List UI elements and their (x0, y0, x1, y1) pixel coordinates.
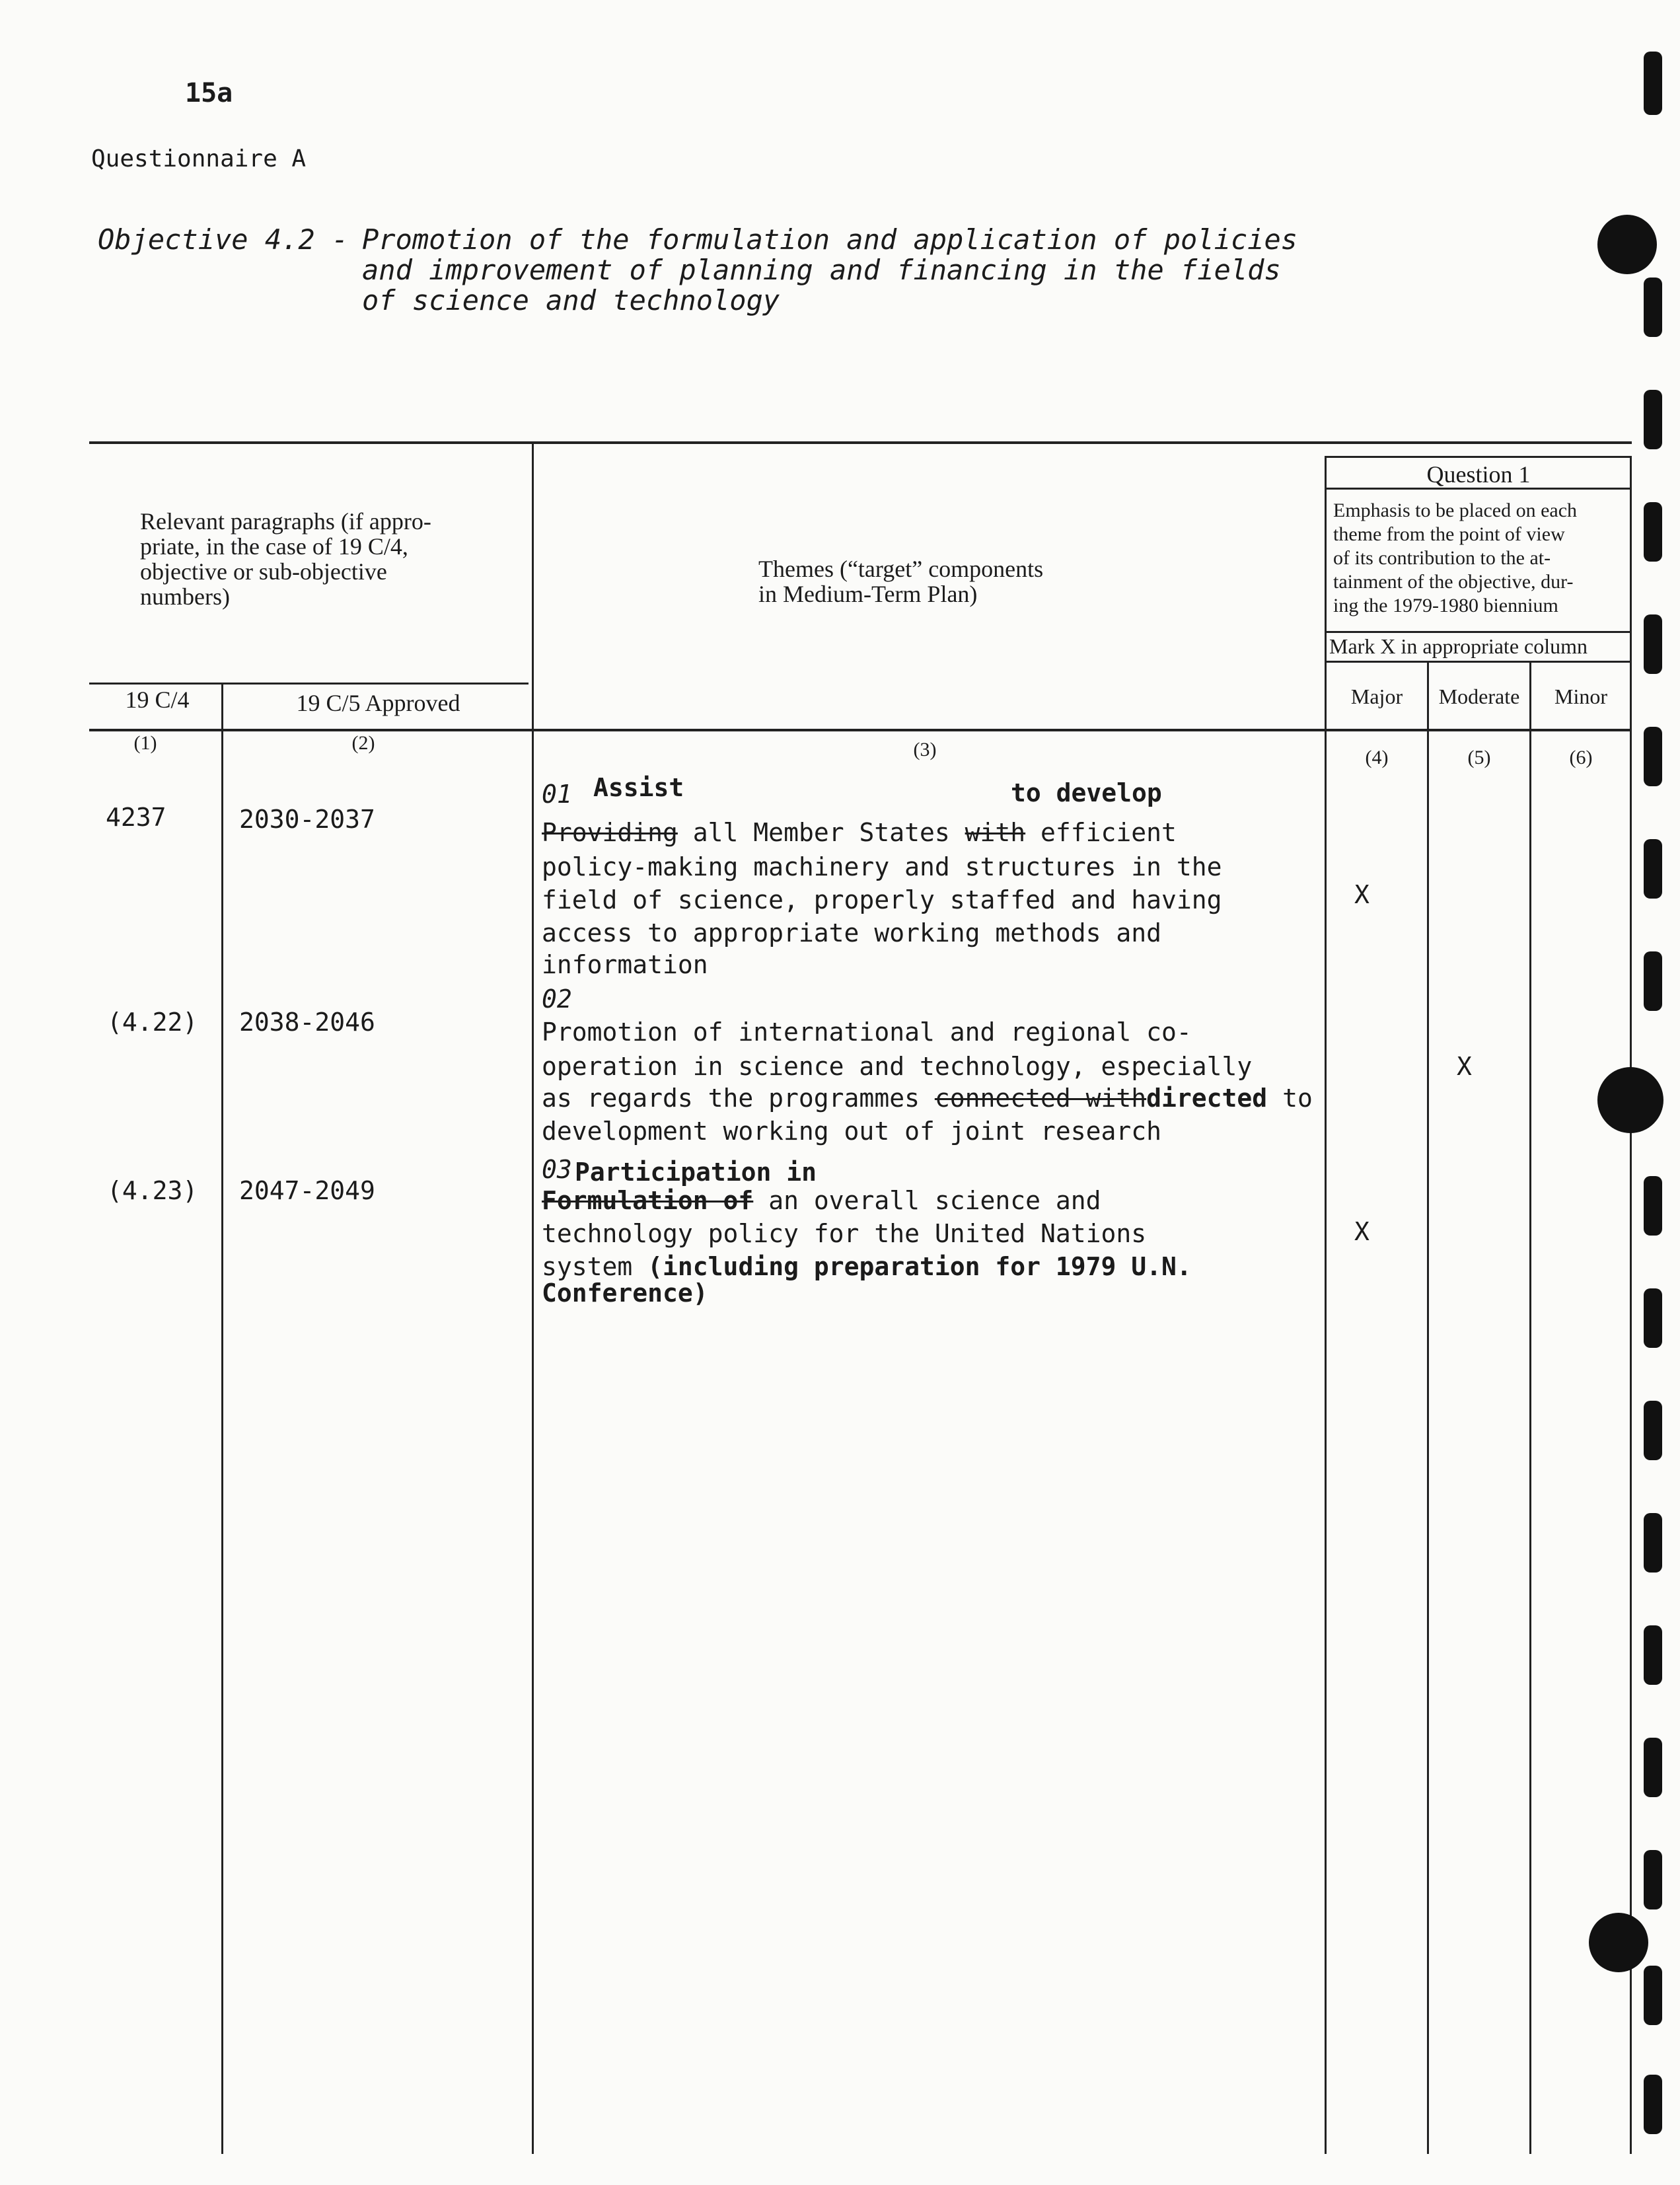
binding-hole (1597, 215, 1657, 274)
col-number: (3) (913, 739, 937, 760)
col-number: (6) (1569, 747, 1593, 768)
col4-left-border (1325, 456, 1327, 2154)
row1-theme-line1 (542, 818, 1177, 847)
col5-left-border (1427, 661, 1429, 2154)
mark-instruction: Mark X in appropriate column (1329, 634, 1588, 658)
binding-hole (1644, 727, 1662, 786)
objective-text (362, 225, 1419, 316)
binding-hole (1644, 278, 1662, 337)
row3-c4: (4.23) (107, 1176, 198, 1205)
binding-hole (1644, 1176, 1662, 1236)
row2-c5: 2038-2046 (239, 1008, 375, 1037)
objective-line: and improvement of planning and financing in the fields (362, 254, 1281, 286)
row2-text: to (1282, 1084, 1313, 1113)
header-line: of its contribution to the at- (1333, 547, 1551, 569)
binding-hole (1644, 502, 1662, 562)
table-right-border (1630, 456, 1632, 2154)
row2-theme-line: Promotion of international and regional co- (542, 1018, 1192, 1047)
page-number: 15a (185, 78, 233, 108)
header-line: Relevant paragraphs (if appro- (140, 508, 431, 535)
moderate-header: Moderate (1438, 685, 1520, 708)
header-line: ing the 1979-1980 biennium (1333, 595, 1558, 616)
question-box-top (1325, 456, 1632, 458)
row3-theme-line3 (542, 1252, 1192, 1281)
row1-struck-providing: Providing (542, 818, 678, 847)
row2-insert: directed (1146, 1084, 1268, 1113)
col-number: (2) (351, 732, 375, 754)
binding-hole (1644, 1401, 1662, 1460)
para-divider (89, 683, 529, 685)
col-number: (4) (1365, 747, 1389, 768)
row1-text: efficient (1041, 818, 1177, 847)
header-line: Emphasis to be placed on each (1333, 500, 1578, 521)
binding-hole (1644, 1850, 1662, 1909)
header-line: objective or sub-objective (140, 558, 387, 585)
question-header: Question 1 (1426, 461, 1531, 488)
row1-insert-develop: to develop (1011, 778, 1162, 807)
header-line: tainment of the objective, dur- (1333, 571, 1574, 593)
binding-hole (1644, 390, 1662, 449)
row3-theme-number: 03 (542, 1155, 572, 1184)
col1-header: 19 C/4 (125, 686, 190, 713)
row3-text: an overall science and (768, 1186, 1101, 1215)
mark-divider (1325, 661, 1632, 663)
header-line: priate, in the case of 19 C/4, (140, 533, 408, 560)
row2-struck: connected with (934, 1084, 1147, 1113)
binding-hole (1644, 52, 1662, 115)
row1-c5: 2030-2037 (239, 805, 375, 834)
binding-hole (1644, 1738, 1662, 1797)
row1-c4: 4237 (106, 803, 166, 832)
row1-text: all Member States (692, 818, 950, 847)
row2-text: as regards the programmes (542, 1084, 920, 1113)
objective-line: of science and technology (362, 284, 780, 316)
binding-hole (1644, 1513, 1662, 1573)
row3-insert: Participation in (575, 1158, 817, 1187)
binding-hole (1644, 1966, 1662, 2025)
col-number: (1) (133, 732, 157, 754)
row3-text: system (542, 1252, 633, 1281)
emphasis-header (1333, 499, 1627, 618)
row3-theme-line1 (542, 1186, 1101, 1215)
col2-header: 19 C/5 Approved (296, 690, 460, 716)
header-line: theme from the point of view (1333, 523, 1565, 545)
themes-left-border (532, 443, 534, 2154)
row3-theme-line: technology policy for the United Nations (542, 1219, 1147, 1248)
header-line: Themes (“target” components (758, 556, 1044, 582)
minor-header: Minor (1554, 685, 1607, 708)
row2-theme-line3 (542, 1084, 1313, 1113)
row2-c4: (4.22) (107, 1008, 198, 1037)
row1-struck-with: with (965, 818, 1026, 847)
table-top-rule (89, 441, 1632, 444)
objective-label: Objective 4.2 - (98, 223, 349, 256)
row3-c5: 2047-2049 (239, 1176, 375, 1205)
row1-theme-line: policy-making machinery and structures in the (542, 852, 1222, 881)
header-line: in Medium-Term Plan) (758, 581, 978, 607)
binding-hole (1644, 1625, 1662, 1685)
binding-hole (1644, 839, 1662, 899)
row2-theme-number: 02 (542, 984, 572, 1014)
row2-theme-line: development working out of joint research (542, 1117, 1161, 1146)
themes-header (758, 556, 1287, 607)
row1-theme-number: 01 (542, 780, 572, 809)
col1-right-border (221, 684, 223, 2154)
binding-hole (1644, 1288, 1662, 1348)
row2-theme-line: operation in science and technology, especially (542, 1052, 1253, 1081)
col-number: (5) (1467, 747, 1491, 768)
row1-insert-assist: Assist (593, 773, 684, 802)
questionnaire-title: Questionnaire A (91, 145, 307, 172)
binding-hole (1589, 1913, 1648, 1972)
emphasis-divider (1325, 631, 1632, 633)
binding-hole (1644, 951, 1662, 1011)
row3-major-mark: X (1354, 1217, 1370, 1246)
row3-insert-2: (including preparation for 1979 U.N. (647, 1252, 1192, 1281)
row1-theme-line: access to appropriate working methods and (542, 918, 1161, 947)
row1-theme-line: information (542, 950, 708, 979)
row3-insert-3: Conference) (542, 1278, 708, 1308)
row1-theme-line: field of science, properly staffed and having (542, 885, 1222, 914)
objective-line: Promotion of the formulation and application of policies (362, 223, 1298, 256)
col6-left-border (1529, 661, 1531, 2154)
relevant-paragraphs-header (140, 509, 510, 609)
binding-hole (1597, 1067, 1663, 1133)
row1-major-mark: X (1354, 880, 1370, 909)
header-line: numbers) (140, 583, 230, 610)
header-bottom-rule (89, 729, 1632, 731)
binding-hole (1644, 614, 1662, 674)
row3-struck: Formulation of (542, 1186, 754, 1215)
major-header: Major (1350, 685, 1403, 708)
row2-moderate-mark: X (1457, 1052, 1472, 1081)
binding-hole (1644, 2075, 1662, 2134)
